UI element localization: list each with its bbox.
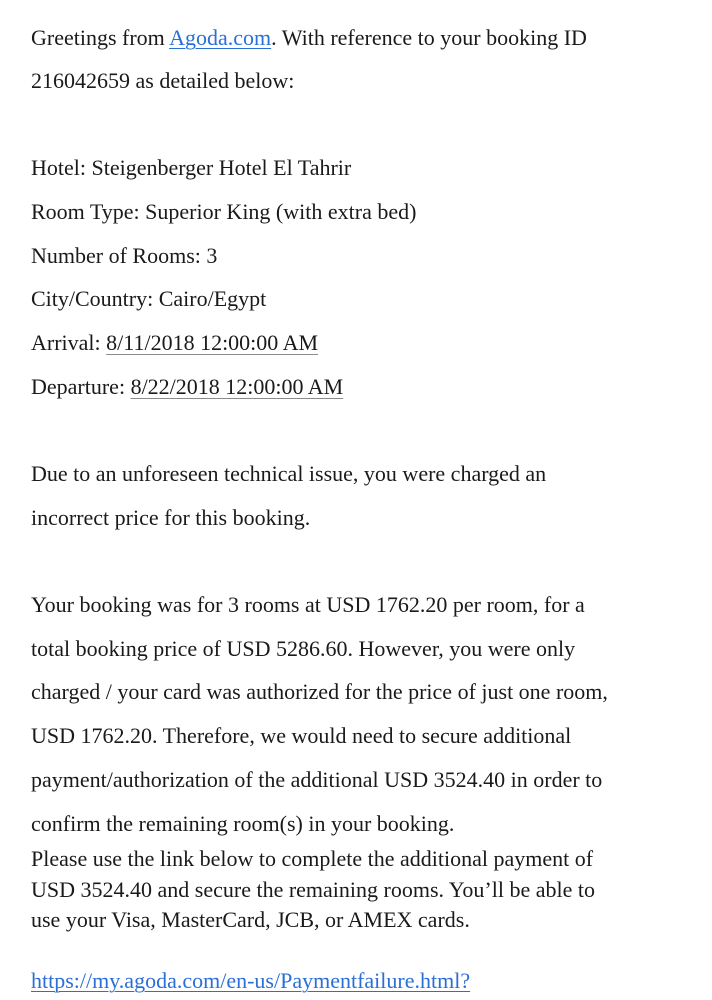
payment-link-line <box>31 967 470 995</box>
greeting-suffix: . With reference to your booking ID <box>271 25 587 50</box>
greeting-line-2: 216042659 as detailed below: <box>31 68 295 93</box>
room-type-line: Room Type: Superior King (with extra bed) <box>31 199 417 224</box>
arrival-label: Arrival: <box>31 330 107 355</box>
details-line-6: confirm the remaining room(s) in your booking. <box>31 811 455 836</box>
details-line-4: USD 1762.20. Therefore, we would need to secure additional <box>31 723 572 748</box>
hotel-line: Hotel: Steigenberger Hotel El Tahrir <box>31 155 352 180</box>
instructions-line-2: USD 3524.40 and secure the remaining rooms. You’ll be able to <box>31 877 595 902</box>
instructions-line-1: Please use the link below to complete the additional payment of <box>31 846 594 871</box>
rooms-count-line: Number of Rooms: 3 <box>31 243 218 268</box>
issue-line-1: Due to an unforeseen technical issue, you were charged an <box>31 461 547 486</box>
greeting-prefix: Greetings from <box>31 25 170 50</box>
details-line-5: payment/authorization of the additional USD 3524.40 in order to <box>31 767 603 792</box>
details-line-2: total booking price of USD 5286.60. However, you were only <box>31 636 576 661</box>
agoda-link[interactable]: Agoda.com <box>169 25 272 50</box>
greeting-line-1 <box>31 24 587 52</box>
details-line-1: Your booking was for 3 rooms at USD 1762.20 per room, for a <box>31 592 585 617</box>
details-line-3: charged / your card was authorized for the price of just one room, <box>31 679 608 704</box>
instructions-line-3: use your Visa, MasterCard, JCB, or AMEX cards. <box>31 907 470 932</box>
departure-line <box>31 373 343 401</box>
arrival-line <box>31 329 318 357</box>
arrival-date[interactable]: 8/11/2018 12:00:00 AM <box>106 330 319 355</box>
payment-link[interactable]: https://my.agoda.com/en-us/Paymentfailure.html? <box>31 968 471 993</box>
departure-label: Departure: <box>31 374 131 399</box>
departure-date[interactable]: 8/22/2018 12:00:00 AM <box>130 374 344 399</box>
city-country-line: City/Country: Cairo/Egypt <box>31 286 267 311</box>
issue-line-2: incorrect price for this booking. <box>31 505 311 530</box>
